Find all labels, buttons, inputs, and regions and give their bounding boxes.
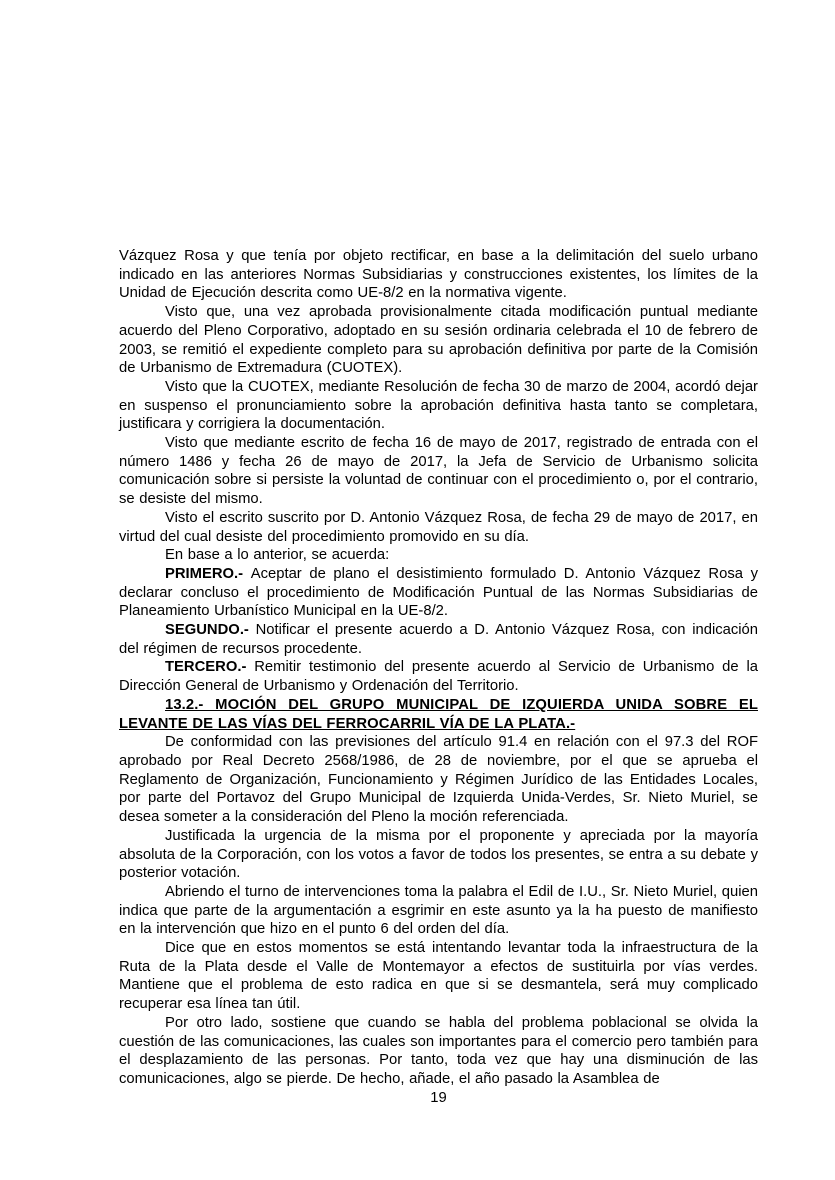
section-heading-13-2	[119, 696, 758, 733]
paragraph-tercero	[119, 658, 758, 695]
text-run: Visto el escrito suscrito por D. Antonio Vázquez Rosa, de fecha 29 de mayo de 2017, en virtud del cual desiste del procedimiento promovido en su día.	[119, 509, 758, 545]
text-run: Por otro lado, sostiene que cuando se habla del problema poblacional se olvida la cuestión de las comunicaciones, las cuales son importantes para el comercio pero también para el desplazamiento de las personas. Por tanto, toda vez que hay una disminución de las comunicaciones, algo se pierde. De hecho, añade, el año pasado la Asamblea de	[119, 1014, 758, 1087]
text-run: Visto que mediante escrito de fecha 16 de mayo de 2017, registrado de entrada con el número 1486 y fecha 26 de mayo de 2017, la Jefa de Servicio de Urbanismo solicita comunicación sobre si persiste la voluntad de continuar con el procedimiento o, por el contrario, se desiste del mismo.	[119, 435, 758, 508]
paragraph-en-base	[119, 546, 758, 565]
text-run: Aceptar de plano el desistimiento formulado D. Antonio Vázquez Rosa y declarar concluso el procedimiento de Modificación Puntual de las Normas Subsidiarias de Planeamiento Urbanístico Municipal en la UE-8/2.	[119, 565, 758, 620]
paragraph-por-otro-lado	[119, 1014, 758, 1089]
paragraph-conformidad-rof	[119, 733, 758, 827]
text-run: Vázquez Rosa y que tenía por objeto rectificar, en base a la delimitación del suelo urbano indicado en las anteriores Normas Subsidiarias y construcciones existentes, los límites de la Unidad de Ejecución descrita como UE-8/2 en la normativa vigente.	[119, 248, 758, 302]
paragraph-segundo	[119, 621, 758, 658]
text-run: 13.2.- MOCIÓN DEL GRUPO MUNICIPAL DE IZQUIERDA UNIDA SOBRE EL LEVANTE DE LAS VÍAS DEL FERROCARRIL VÍA DE LA PLATA.-	[119, 696, 758, 732]
document-body	[119, 247, 758, 1089]
text-run: Notificar el presente acuerdo a D. Antonio Vázquez Rosa, con indicación del régimen de recursos procedente.	[119, 622, 759, 657]
paragraph-justificada-urgencia	[119, 827, 758, 883]
text-run: En base a lo anterior, se acuerda:	[165, 547, 390, 564]
text-run: Justificada la urgencia de la misma por el proponente y apreciada por la mayoría absoluta de la Corporación, con los votos a favor de todos los presentes, se entra a su debate y posterior votación.	[119, 827, 758, 882]
text-run: SEGUNDO.-	[165, 622, 256, 639]
text-run: De conformidad con las previsiones del artículo 91.4 en relación con el 97.3 del ROF aprobado por Real Decreto 2568/1986, de 28 de noviembre, por el que se aprueba el Reglamento de Organización, Funcionamiento y Régimen Jurídico de las Entidades Locales, por parte del Portavoz del Grupo Municipal de Izquierda Unida-Verdes, Sr. Nieto Muriel, se desea someter a la consideración del Pleno la moción referenciada.	[119, 734, 758, 826]
paragraph-visto-suscrito	[119, 509, 758, 546]
text-run: TERCERO.-	[165, 659, 255, 676]
paragraph-continuation	[119, 247, 758, 303]
paragraph-dice-momentos	[119, 939, 758, 1014]
text-run: Visto que, una vez aprobada provisionalmente citada modificación puntual mediante acuerdo del Pleno Corporativo, adoptado en su sesión ordinaria celebrada el 10 de febrero de 2003, se remitió el expediente completo para su aprobación definitiva por parte de la Comisión de Urbanismo de Extremadura (CUOTEX).	[119, 304, 758, 377]
paragraph-visto-pleno	[119, 303, 758, 378]
text-run: Visto que la CUOTEX, mediante Resolución de fecha 30 de marzo de 2004, acordó dejar en suspenso el pronunciamiento sobre la aprobación definitiva hasta tanto se completara, justificara y corrigiera la documentación.	[119, 378, 758, 433]
paragraph-primero	[119, 565, 758, 621]
paragraph-visto-cuotex	[119, 378, 758, 434]
text-run: PRIMERO.-	[165, 565, 251, 582]
text-run: Remitir testimonio del presente acuerdo al Servicio de Urbanismo de la Dirección General de Urbanismo y Ordenación del Territorio.	[119, 659, 759, 695]
paragraph-abriendo-turno	[119, 883, 758, 939]
text-run: Dice que en estos momentos se está intentando levantar toda la infraestructura de la Ruta de la Plata desde el Valle de Montemayor a efectos de sustituirla por vías verdes. Mantiene que el problema de esto radica en que si se desmantela, será muy complicado recuperar esa línea tan útil.	[119, 940, 758, 1013]
page-footer	[119, 1089, 758, 1108]
page-number: 19	[430, 1090, 447, 1106]
text-run: Abriendo el turno de intervenciones toma la palabra el Edil de I.U., Sr. Nieto Muriel, quien indica que parte de la argumentación a esgrimir en este asunto ya la ha puesto de manifiesto en la intervención que hizo en el punto 6 del orden del día.	[119, 883, 758, 938]
paragraph-visto-escrito-2017	[119, 434, 758, 509]
